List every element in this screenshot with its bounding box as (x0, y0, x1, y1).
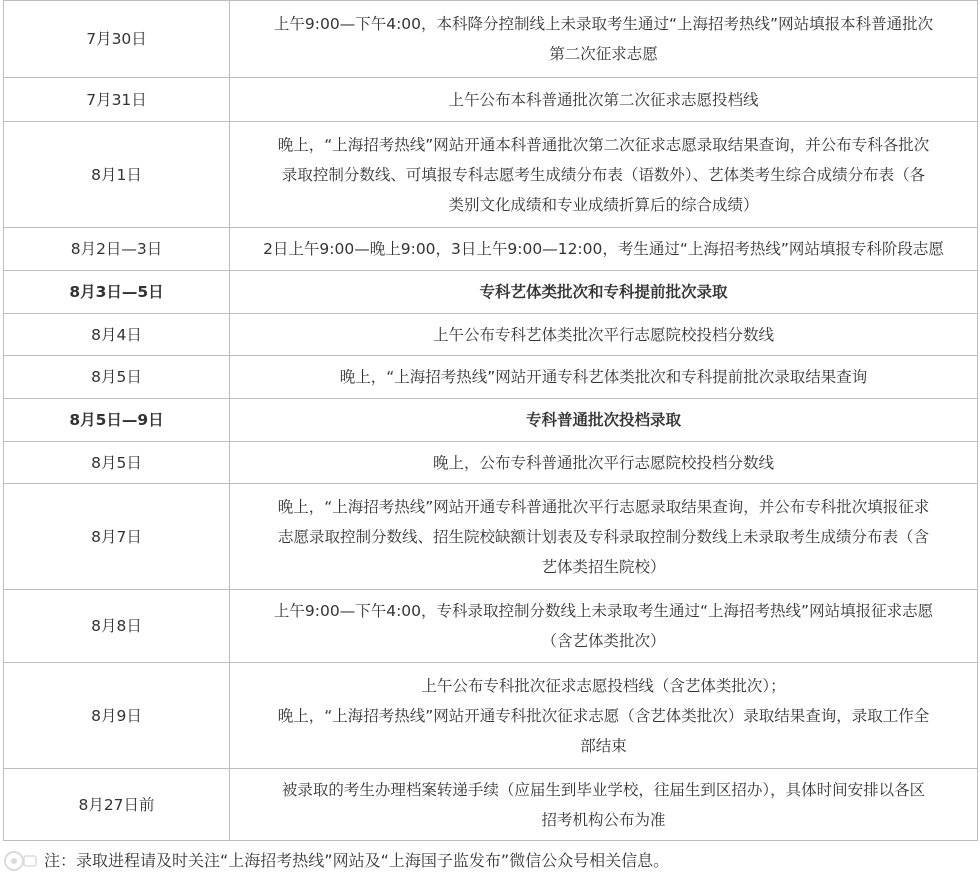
description-line: 录取控制分数线、可填报专科志愿考生成绩分布表（语数外）、艺体类考生综合成绩分布表（各 (281, 165, 926, 184)
description-line: 上午9:00—下午4:00，本科降分控制线上未录取考生通过“上海招考热线”网站填报本科普通批次 (273, 15, 934, 33)
description-cell (230, 769, 978, 841)
table-row (4, 769, 978, 841)
table-row (4, 399, 978, 442)
description-cell (230, 314, 978, 356)
description-cell (230, 1, 978, 78)
description-cell (230, 442, 978, 484)
description-line: 晚上，“上海招考热线”网站开通本科普通批次第二次征求志愿录取结果查询，并公布专科各批次 (277, 135, 930, 154)
description-line: 上午公布本科普通批次第二次征求志愿投档线 (448, 90, 759, 109)
description-line: 晚上，“上海招考热线”网站开通专科批次征求志愿（含艺体类批次）录取结果查询，录取工作全 (277, 706, 930, 725)
table-row (4, 271, 978, 314)
date-cell: 8月4日 (4, 314, 230, 356)
date-cell: 7月31日 (4, 78, 230, 122)
date-cell: 7月30日 (4, 1, 230, 78)
table-row (4, 314, 978, 356)
date-cell: 8月8日 (4, 590, 230, 663)
description-line: （含艺体类批次） (541, 632, 666, 650)
schedule-table-body (4, 1, 978, 841)
footnote: 注：录取进程请及时关注“上海招考热线”网站及“上海国子监发布”微信公众号相关信息。 (44, 851, 670, 870)
description-line: 志愿录取控制分数线、招生院校缺额计划表及专科录取控制分数线上未录取考生成绩分布表（含 (277, 527, 929, 546)
date-cell: 8月9日 (4, 663, 230, 769)
description-line: 专科普通批次投档录取 (525, 411, 681, 429)
description-line: 上午9:00—下午4:00，专科录取控制分数线上未录取考生通过“上海招考热线”网站填报征求志愿 (273, 602, 934, 620)
description-line: 上午公布专科艺体类批次平行志愿院校投档分数线 (432, 325, 774, 344)
table-row (4, 122, 978, 228)
description-cell (230, 399, 978, 442)
description-line: 招考机构公布为准 (541, 810, 666, 829)
table-row (4, 1, 978, 78)
description-line: 被录取的考生办理档案转递手续（应届生到毕业学校，往届生到区招办），具体时间安排以各区 (281, 780, 926, 799)
table-row (4, 663, 978, 769)
watermark-logo-icon (2, 846, 38, 876)
description-cell (230, 122, 978, 228)
description-cell (230, 590, 978, 663)
date-cell: 8月5日 (4, 442, 230, 484)
description-cell (230, 228, 978, 271)
description-line: 艺体类招生院校） (541, 557, 666, 576)
table-row (4, 356, 978, 399)
description-line: 专科艺体类批次和专科提前批次录取 (479, 283, 728, 301)
date-cell: 8月7日 (4, 484, 230, 590)
description-line: 上午公布专科批次征求志愿投档线（含艺体类批次）； (421, 676, 786, 695)
description-cell (230, 78, 978, 122)
description-line: 晚上，公布专科普通批次平行志愿院校投档分数线 (432, 453, 774, 472)
description-line: 类别文化成绩和专业成绩折算后的综合成绩） (448, 195, 759, 214)
table-row (4, 228, 978, 271)
admission-schedule-table (3, 0, 978, 841)
description-line: 晚上，“上海招考热线”网站开通专科艺体类批次和专科提前批次录取结果查询 (339, 368, 868, 386)
table-row (4, 78, 978, 122)
table-row (4, 484, 978, 590)
date-cell: 8月5日—9日 (4, 399, 230, 442)
description-cell (230, 271, 978, 314)
date-cell: 8月1日 (4, 122, 230, 228)
description-cell (230, 663, 978, 769)
date-cell: 8月5日 (4, 356, 230, 399)
description-line: 晚上，“上海招考热线”网站开通专科普通批次平行志愿录取结果查询，并公布专科批次填报征求 (277, 497, 930, 516)
date-cell: 8月27日前 (4, 769, 230, 841)
description-cell (230, 356, 978, 399)
description-cell (230, 484, 978, 590)
description-line: 部结束 (580, 736, 627, 755)
description-line: 2日上午9:00—晚上9:00，3日上午9:00—12:00，考生通过“上海招考热线”网站填报专科阶段志愿 (263, 240, 944, 258)
date-cell: 8月3日—5日 (4, 271, 230, 314)
table-row (4, 590, 978, 663)
date-cell: 8月2日—3日 (4, 228, 230, 271)
table-row (4, 442, 978, 484)
description-line: 第二次征求志愿 (549, 45, 658, 63)
